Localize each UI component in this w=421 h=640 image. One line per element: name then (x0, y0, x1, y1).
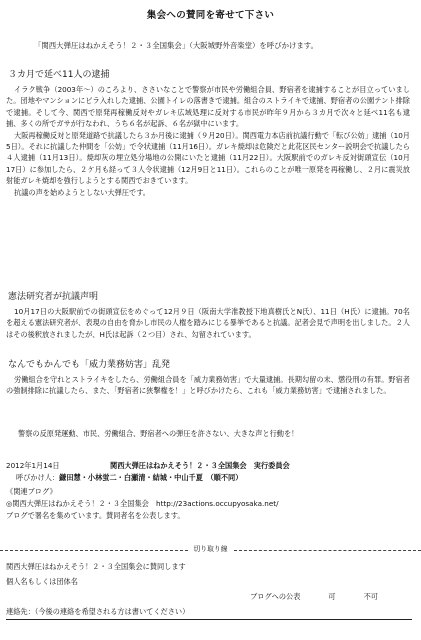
intro-text: 「関西大弾圧はねかえそう！２・３全国集会」（大阪城野外音楽堂）を呼びかけます。 (34, 41, 318, 50)
blog-link[interactable]: ◎関西大弾圧はねかえそう！２・３全国集会 http://23actions.occupyosaka.net/ (6, 499, 279, 509)
publish-option-no[interactable]: 不可 (363, 591, 378, 601)
date: 2012年1月14日 (6, 461, 60, 471)
section-arrests (6, 68, 410, 198)
cut-line (0, 544, 421, 556)
callers-row (6, 472, 416, 484)
section-paragraph: 10月17日の大阪駅前での街頭宣伝をめぐって12月９日（阪南大学准教授下地真樹氏とN氏）、11日（H氏）に逮捕。70名を超える憲法研究者が、表現の自由を脅かし市民の人権を踏みにじる暴挙であると抗議。記者会見で声明を出しました。２人はその後釈放されましたが、H氏は起訴（２つ目）され、勾留されています。 (6, 307, 410, 339)
section-obstruction (6, 358, 410, 397)
blog-heading: 《関連ブログ》 (6, 487, 57, 497)
page-title: 集会への賛同を寄せて下さい (146, 10, 275, 21)
section-heading: なんでもかんでも「威力業務妨害」乱発 (8, 360, 171, 370)
section-paragraph: イラク戦争（2003年〜）のころより、ささいなことで警察が市民や労働組合員、野宿者を逮捕することが目立っていました。団地やマンションにビラ入れした逮捕、公園トイレの落書きで逮捕。組合のストライキで逮捕、野宿者の公園テント排除で逮捕。そして今、関西で原発再稼働反対やガレキ広域処理に反対する市民が昨年９月から３カ月で次々と延べ11名も逮捕、多くの所でガサが行なわれ、うち６名が起訴、６名が獄中にいます。 (6, 85, 410, 129)
callers-label: 呼びかけ人： (16, 473, 60, 483)
organizer-name: 関西大弾圧はねかえそう！２・３全国集会 実行委員会 (110, 461, 290, 471)
endorse-statement: 関西大弾圧はねかえそう！２・３全国集会に賛同します (6, 561, 186, 571)
section-constitution (6, 290, 410, 340)
section-heading: 憲法研究者が抗議声明 (8, 292, 99, 302)
section-paragraph: 抗議の声を始めようとしない大弾圧です。 (14, 187, 150, 197)
footer (6, 460, 416, 522)
section-paragraph: 労働組合を守れとストライキをしたら、労働組合員を「威力業務妨害」で大量逮捕。長期勾留の末、懲役刑の有罪。野宿者の強制排除に抗議したら、また、「野宿者に狭撃権を！」と呼びかけたら、これも「威力業務妨害」で逮捕されました。 (6, 375, 410, 396)
cut-line-left (0, 550, 188, 551)
publish-row (6, 589, 412, 604)
contact-field-label[interactable]: 連絡先：（今後の連絡を希望される方は書いてください） (6, 604, 412, 620)
footer-org-row (6, 460, 416, 472)
name-field-label[interactable]: 個人名もしくは団体名 (6, 576, 78, 586)
blog-note: ブログで署名を集めています。賛同者名を公表します。 (6, 511, 185, 521)
section-heading: ３カ月で延べ11人の逮捕 (8, 70, 110, 80)
callers-names: 鎌田慧・小林蛍二・白瀬清・結城・中山千夏 （順不同） (59, 473, 243, 483)
section-paragraph: 大阪再稼働反対と原発道路で抗議したら３か月後に逮捕（９月20日）。関西電力本店前抗議行動で「転び公妨」逮捕（10月5日）。それに抗議した仲間を「公妨」で令状逮捕（11月16日）。ガレキ焼却は危険だと此花区民センター説明会で抗議したら４人逮捕（11月13日）。焼却灰の埋立処分場地の公開にいたと逮捕（11月22日）。大阪駅前でのガレキ反対街頭宣伝（10月17日）に参加したら、２ケ月も経って３人令状逮捕（12月9日と11日）。これらのことが唯一原発を再稼働し、２月に震災放射能ガレキ焼却を強行しようとする関西でおきています。 (6, 130, 410, 186)
closing-statement: 警察の反原発運動、市民、労働組合、野宿者への弾圧を許さない、大きな声と行動を！ (18, 429, 299, 438)
cut-line-right (234, 550, 421, 551)
endorsement-form (6, 559, 412, 620)
cut-line-label: 切り取り線 (193, 545, 228, 554)
publish-option-yes[interactable]: 可 (328, 591, 336, 601)
publish-label: ブログへの公表 (250, 591, 301, 601)
